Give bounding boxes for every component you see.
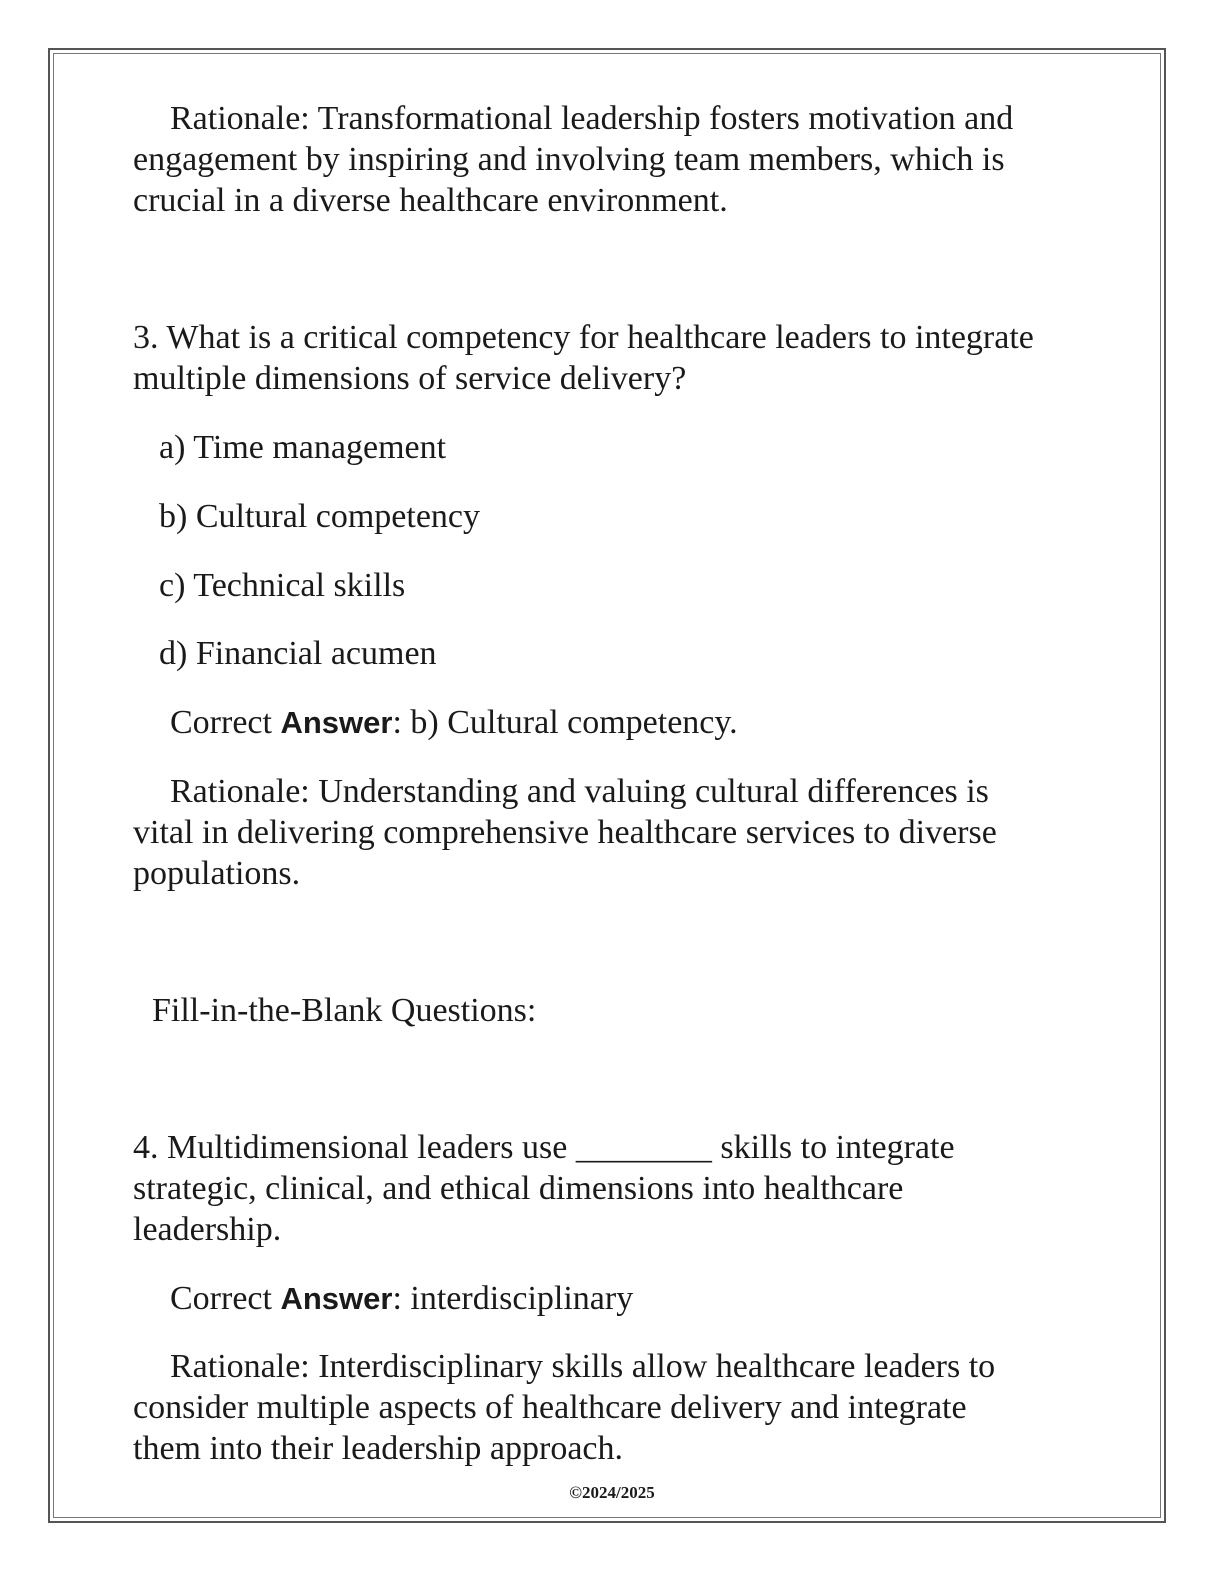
q3-option-a: a) Time management (159, 429, 447, 466)
copyright-footer: ©2024/2025 (569, 1483, 655, 1502)
q4-correct-answer (170, 1278, 633, 1319)
q3-option-d: d) Financial acumen (159, 635, 437, 672)
q3-option-b: b) Cultural competency (159, 498, 481, 535)
section-heading: Fill-in-the-Blank Questions: (152, 992, 537, 1029)
q2-rationale-line-1: Rationale: Transformational leadership fosters motivation and (170, 100, 1014, 137)
q4-question-line-2: strategic, clinical, and ethical dimensions into healthcare (133, 1170, 904, 1207)
q3-correct-answer (170, 702, 738, 743)
answer-prefix: Correct (170, 704, 281, 741)
answer-word: Answer (280, 705, 393, 740)
q3-rationale-line-2: vital in delivering comprehensive healthcare services to diverse (133, 814, 997, 851)
q3-option-c: c) Technical skills (159, 567, 406, 604)
q4-question-line-1: 4. Multidimensional leaders use ________ skills to integrate (133, 1129, 955, 1166)
q3-rationale-line-1: Rationale: Understanding and valuing cultural differences is (170, 773, 989, 810)
q3-question-line-1: 3. What is a critical competency for healthcare leaders to integrate (133, 319, 1034, 356)
q4-rationale-line-3: them into their leadership approach. (133, 1430, 623, 1467)
q4-rationale-line-2: consider multiple aspects of healthcare delivery and integrate (133, 1389, 967, 1426)
q2-rationale-line-3: crucial in a diverse healthcare environment. (133, 182, 728, 219)
answer-value: : b) Cultural competency. (392, 704, 738, 741)
answer-word: Answer (280, 1281, 393, 1316)
answer-value: : interdisciplinary (392, 1280, 634, 1317)
q4-question-line-3: leadership. (133, 1211, 282, 1248)
q3-rationale-line-3: populations. (133, 855, 301, 892)
q3-question-line-2: multiple dimensions of service delivery? (133, 360, 687, 397)
answer-prefix: Correct (170, 1280, 281, 1317)
q2-rationale-line-2: engagement by inspiring and involving team members, which is (133, 141, 1005, 178)
q4-rationale-line-1: Rationale: Interdisciplinary skills allow healthcare leaders to (170, 1348, 996, 1385)
